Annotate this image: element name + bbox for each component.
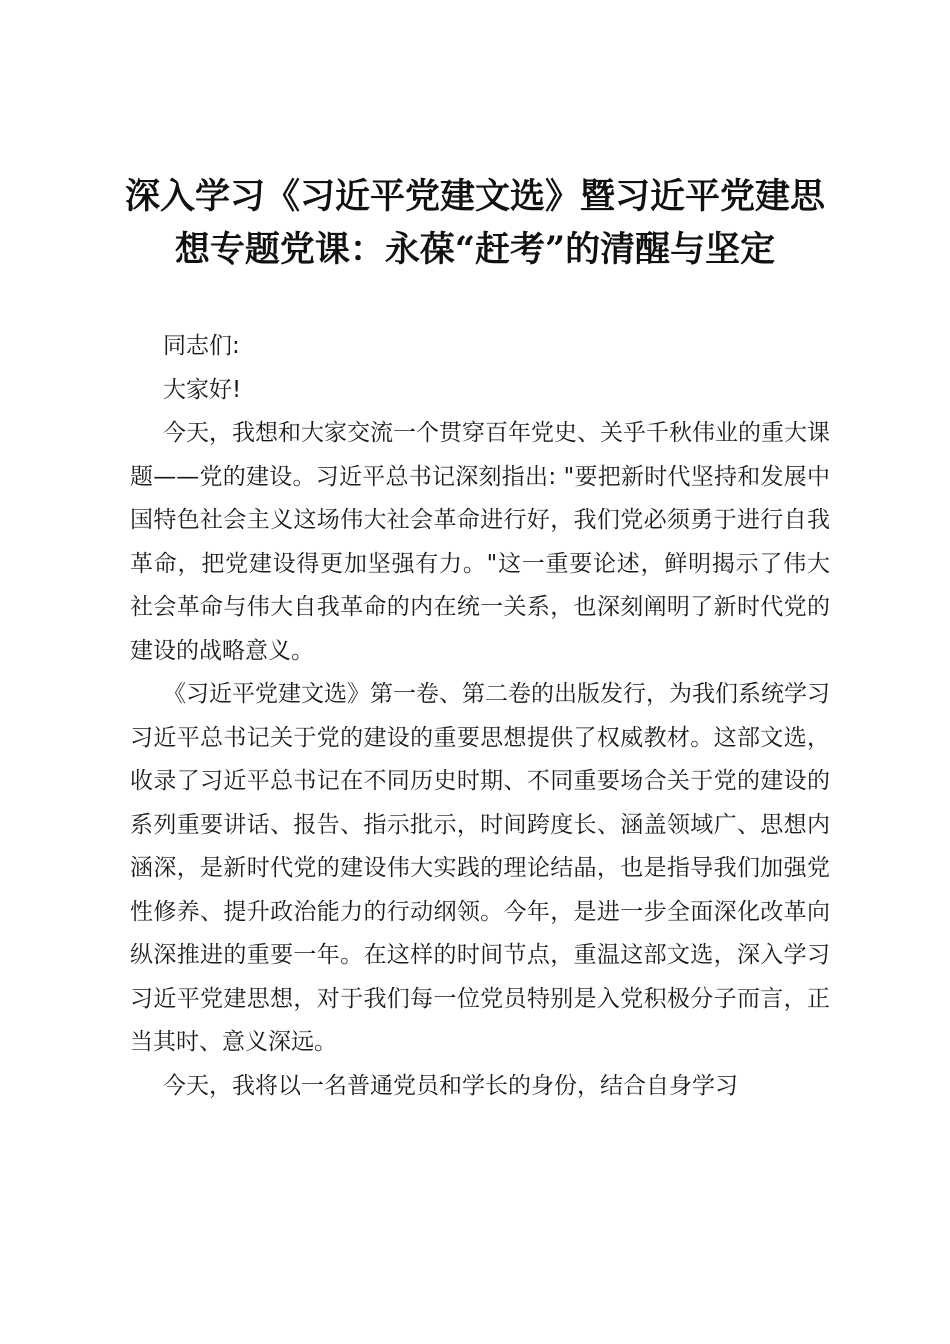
greeting: 大家好! — [163, 376, 242, 403]
document-title: 深入学习《习近平党建文选》暨习近平党建思想专题党课：永葆“赶考”的清醒与坚定 — [124, 176, 825, 270]
salutation: 同志们: — [163, 333, 240, 359]
paragraph: 《习近平党建文选》第一卷、第二卷的出版发行，为我们系统学习习近平总书记关于党的建设的重要思想提供了权威教材。这部文选，收录了习近平总书记在不同历史时期、不同重要场合关于党的建设的系列重要讲话、报告、指示批示，时间跨度长、涵盖领域广、思想内涵深，是新时代党的建设伟大实践的理论结晶，也是指导我们加强党性修养、提升政治能力的行动纲领。今年，是进一步全面深化改革向纵深推进的重要一年。在这样的时间节点，重温这部文选，深入学习习近平党建思想，对于我们每一位党员特别是入党积极分子而言，正当其时、意义深远。 — [130, 681, 830, 1055]
paragraph: 今天，我将以一名普通党员和学长的身份，结合自身学习 — [163, 1072, 738, 1099]
paragraph: 今天，我想和大家交流一个贯穿百年党史、关乎千秋伟业的重大课题——党的建设。习近平总书记深刻指出: "要把新时代坚持和发展中国特色社会主义这场伟大社会革命进行好，我们党必须勇于进行自我革命，把党建设得更加坚强有力。"这一重要论述，鲜明揭示了伟大社会革命与伟大自我革命的内在统一关系，也深刻阐明了新时代党的建设的战略意义。 — [130, 420, 830, 664]
document-body — [130, 325, 830, 1108]
